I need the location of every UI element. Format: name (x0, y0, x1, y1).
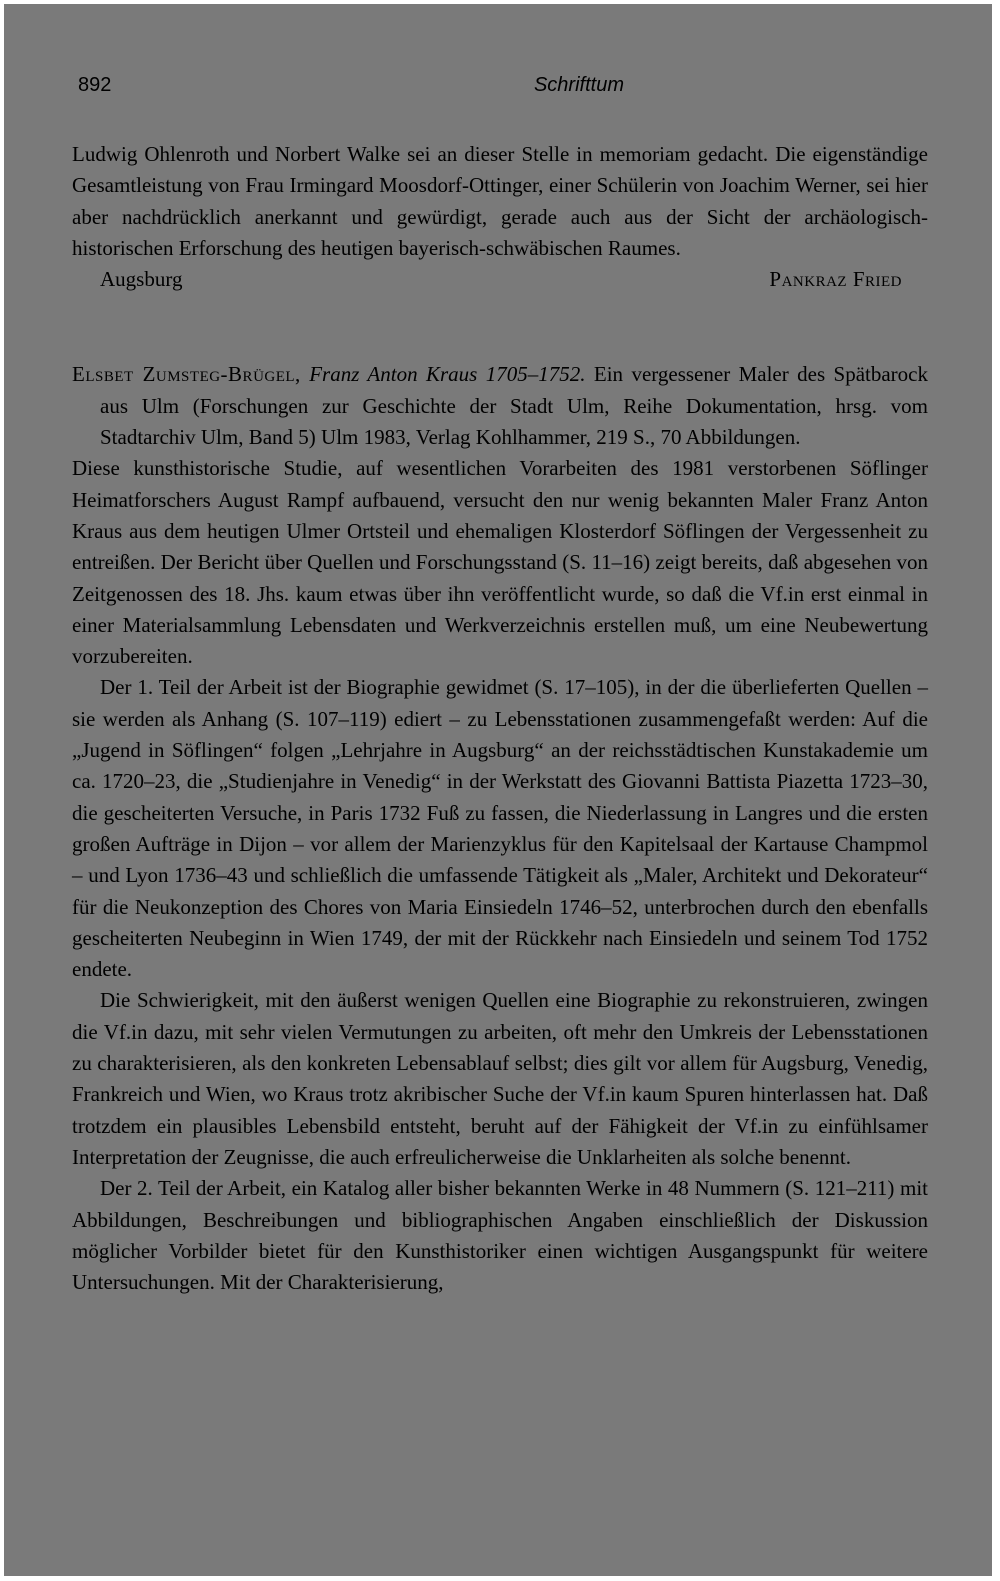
signature-reviewer: Pankraz Fried (769, 267, 902, 292)
review-bibliographic-entry (72, 359, 928, 453)
review-paragraph-4: Der 2. Teil der Arbeit, ein Katalog aller bisher bekannten Werke in 48 Nummern (S. 121–211) mit Abbildungen, Beschreibungen und bibliographischen Angaben einschließlich der Diskussion möglicher Vorbilder bietet für den Kunsthistoriker einen wichtigen Ausgangspunkt für weitere Untersuchungen. Mit der Charakterisierung, (72, 1176, 928, 1295)
review-bibliographic-details: Ein vergessener Maler des Spätbarock aus Ulm (Forschungen zur Geschichte der Stadt Ulm, Reihe Dokumentation, hrsg. vom Stadtarchiv Ulm, Band 5) Ulm 1983, Verlag Kohlhammer, 219 S., 70 Abbildungen. (100, 362, 928, 450)
review-paragraph-1: Diese kunsthistorische Studie, auf wesentlichen Vorarbeiten des 1981 verstorbenen Söflinger Heimatforschers August Rampf aufbauend, versucht den nur wenig bekannten Maler Franz Anton Kraus aus dem heutigen Ulmer Ortsteil und ehemaligen Klosterdorf Söflingen der Vergessenheit zu entreißen. Der Bericht über Quellen und Forschungsstand (S. 11–16) zeigt bereits, daß abgesehen von Zeitgenossen des 18. Jhs. kaum etwas über ihn veröffentlicht wurde, so daß die Vf.in erst einmal in einer Materialsammlung Lebensdaten und Werkverzeichnis erstellen muß, um eine Neubewertung vorzubereiten. (72, 456, 928, 669)
page-content (72, 139, 928, 1298)
review-title: Franz Anton Kraus 1705–1752. (309, 362, 586, 387)
review-signature (72, 264, 928, 295)
review-paragraph-2: Der 1. Teil der Arbeit ist der Biographie gewidmet (S. 17–105), in der die überlieferten Quellen – sie werden als Anhang (S. 107–119) ediert – zu Lebensstationen zusammengefaßt werden: Auf die „Jugend in Söflingen“ folgen „Lehrjahre in Augsburg“ an der reichsstädtischen Kunstakademie um ca. 1720–23, die „Studienjahre in Venedig“ in der Werkstatt des Giovanni Battista Piazetta 1723–30, die gescheiterten Versuche, in Paris 1732 Fuß zu fassen, die Niederlassung in Langres und die ersten großen Aufträge in Dijon – vor allem der Marienzyklus für den Kapitelsaal der Kartause Champmol – und Lyon 1736–43 und schließlich die umfassende Tätigkeit als „Maler, Architekt und Dekorateur“ für die Neukonzeption des Chores von Maria Einsiedeln 1746–52, unterbrochen durch den ebenfalls gescheiterten Neubeginn in Wien 1749, der mit der Rückkehr nach Einsiedeln und seinem Tod 1752 endete. (72, 675, 928, 982)
signature-place: Augsburg (100, 267, 183, 292)
review-paragraph-3: Die Schwierigkeit, mit den äußerst wenigen Quellen eine Biographie zu rekonstruieren, zwingen die Vf.in dazu, mit sehr vielen Vermutungen zu arbeiten, oft mehr den Umkreis der Lebensstationen zu charakterisieren, als den konkreten Lebensablauf selbst; dies gilt vor allem für Augsburg, Venedig, Frankreich und Wien, wo Kraus trotz akribischer Suche der Vf.in kaum Spuren hinterlassen hat. Daß trotzdem ein plausibles Lebensbild entsteht, beruht auf der Fähigkeit der Vf.in zu einfühlsamer Interpretation der Zeugnisse, die auch erfreulicherweise die Unklarheiten als solche benennt. (72, 988, 928, 1169)
review-author: Elsbet Zumsteg-Brügel, (72, 362, 301, 387)
page-number: 892 (78, 74, 112, 96)
running-head: Schrifttum (533, 74, 624, 96)
document-page (4, 4, 992, 1576)
previous-review-closing-paragraph: Ludwig Ohlenroth und Norbert Walke sei an dieser Stelle in memoriam gedacht. Die eigenständige Gesamtleistung von Frau Irmingard Moosdorf-Ottinger, einer Schülerin von Joachim Werner, sei hier aber nachdrücklich anerkannt und gewürdigt, gerade auch aus der Sicht der archäologisch-historischen Erforschung des heutigen bayerisch-schwäbischen Raumes. (72, 142, 928, 260)
page-header (78, 70, 624, 106)
